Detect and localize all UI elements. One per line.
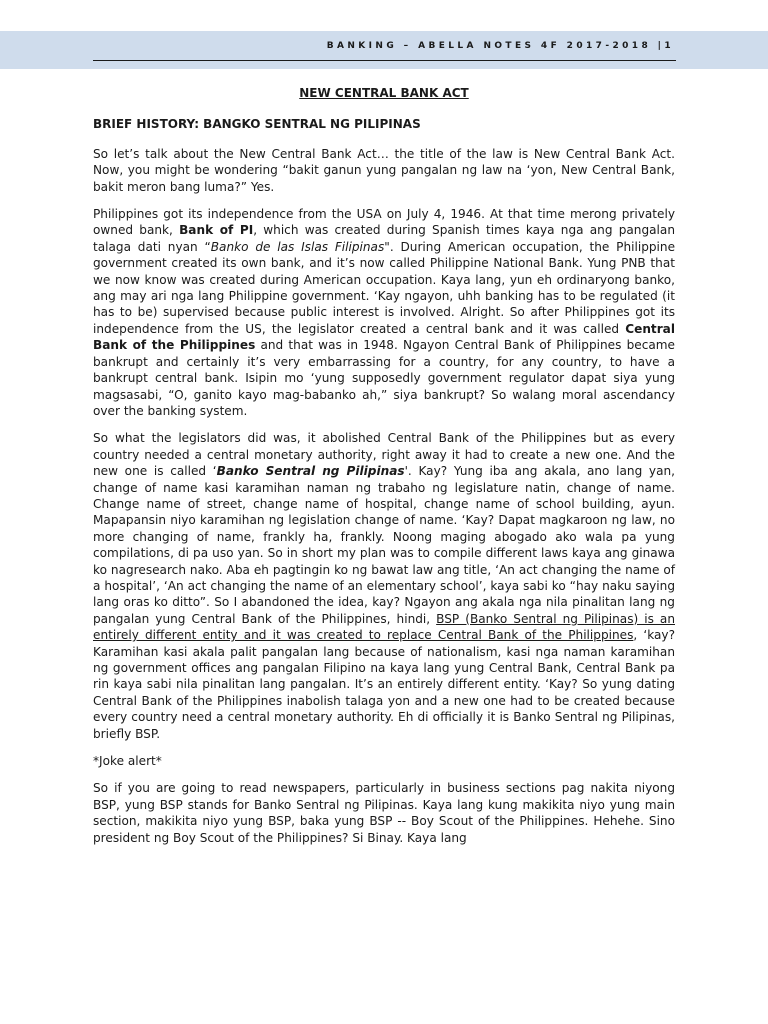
underlined-statement: BSP (Banko Sentral ng Pilipinas) is an entirely different entity and it was created to replace Central Bank of the Philippines — [93, 611, 675, 643]
paragraph-1: So let’s talk about the New Central Bank Act… the title of the law is New Central Bank Act. Now, you might be wondering “bakit ganun yung pangalan ng law na ‘yon, New Central Bank, bakit meron bang luma?” Yes. — [93, 146, 675, 194]
bold-term: Central Bank of the Philippines — [93, 321, 675, 353]
text-run: , ‘kay? Karamihan kasi akala palit pangalan lang because of nationalism, kasi nga naman karamihan ng government offices ang pangalan Filipino na kaya lang yung Central Bank, Central Bank pa rin kaya sabi nila pinalitan lang pangalan. It’s an entirely different entity. ‘Kay? So yung dating Central Bank of the Philippines inabolish talaga yon and a new one had to be created because every country need a central monetary authority. Eh di officially it is Banko Sentral ng Pilipinas, briefly BSP. — [93, 628, 675, 741]
text-run: So what the legislators did was, it abolished Central Bank of the Philippines but as every country needed a central monetary authority, right away it had to create a new one. And the new one is called ‘ — [93, 431, 675, 479]
header-rule — [93, 60, 676, 61]
joke-alert: *Joke alert* — [93, 754, 162, 769]
bold-italic-term: Banko Sentral ng Pilipinas — [216, 464, 405, 479]
paragraph-2 — [93, 206, 675, 419]
page-title: NEW CENTRAL BANK ACT — [299, 86, 469, 100]
section-heading: BRIEF HISTORY: BANGKO SENTRAL NG PILIPINAS — [93, 117, 421, 132]
text-run: ". During American occupation, the Philippine government created its own bank, and it’s now called Philippine National Bank. Yung PNB that we now know was created during American occupation. Kaya lang, yun eh ordinaryong banko, ang may ari nga lang Philippine government. ‘Kay ngayon, uhh banking has to be regulated (it has to be) supervised because public interest is involved. Alright. So after Philippines got its independence from the US, the legislator created a central bank and it was called — [93, 239, 676, 336]
running-header: BANKING – ABELLA NOTES 4F 2017-2018 |1 — [326, 41, 674, 51]
text-run: , which was created during Spanish times kaya nga ang pangalan talaga dati nyan “ — [93, 223, 675, 254]
bold-term: Bank of PI — [179, 223, 254, 238]
text-run: and that was in 1948. Ngayon Central Bank of Philippines became bankrupt and certainly it’s very embarrassing for a country, for any country, to have a bankrupt central bank. Isipin mo ‘yung supposedly government regulator dapat siya yung magsasabi, “O, ganito kayo mag-babanko ah,” siya bankrupt? So walang moral ascendancy over the banking system. — [93, 338, 676, 418]
text-run: Philippines got its independence from the USA on July 4, 1946. At that time merong privately owned bank, — [93, 207, 675, 238]
paragraph-5: So if you are going to read newspapers, particularly in business sections pag nakita niyong BSP, yung BSP stands for Banko Sentral ng Pilipinas. Kaya lang kung makikita niyo yung main section, makikita niyo yung BSP, baka yung BSP -- Boy Scout of the Philippines. Hehehe. Sino president ng Boy Scout of the Philippines? Si Binay. Kaya lang — [93, 781, 675, 845]
text-run: '. Kay? Yung iba ang akala, ano lang yan, change of name kasi karamihan naman ng trabaho ng legislature natin, change of name. Change name of street, change name of hospital, change name of school building, ayun. Mapapansin niyo karamihan ng legislation change of name. ‘Kay? Dapat magkaroon ng law, no more changing of name, frankly ha, frankly. Noong maging abogado ako wala pa yung compilations, di pa uso yan. So in short my plan was to compile different laws kaya ang ginawa ko nagresearch nako. Aba eh pagtingin ko ng bawat law ang title, ‘An act changing the name of a hospital’, ‘An act changing the name of an elementary school’, kaya sabi ko “hay naku saying lang oras ko ditto”. So I abandoned the idea, kay? Ngayon ang akala nga nila pinalitan lang ng pangalan yung Central Bank of the Philippines, hindi, — [93, 464, 676, 626]
paragraph-3 — [93, 430, 675, 742]
document-body — [93, 85, 675, 857]
italic-term: Banko de las Islas Filipinas — [210, 239, 385, 254]
